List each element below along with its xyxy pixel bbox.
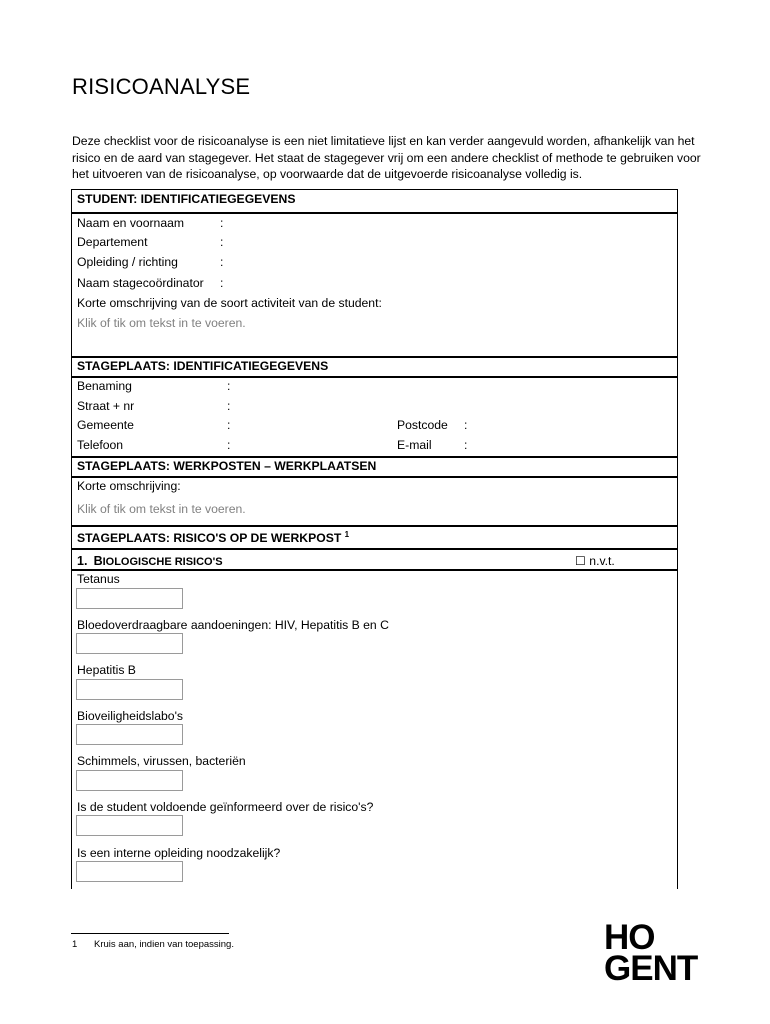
footnote [72,939,234,950]
stageplaats-email-label: E-mail [397,438,432,452]
footnote-reference: 1 [344,530,350,539]
risk-item-input[interactable] [76,588,183,609]
divider [72,476,677,478]
stageplaats-name-label: Benaming [77,379,132,393]
risk-item-input[interactable] [76,724,183,745]
section-title-initial: B [93,554,103,568]
section-title-rest: IOLOGISCHE RISICO'S [102,556,223,568]
hogent-logo [604,918,698,988]
divider [72,212,677,214]
risk-item-input[interactable] [76,861,183,882]
divider [72,456,677,458]
risk-item-input[interactable] [76,633,183,654]
stageplaats-header: STAGEPLAATS: IDENTIFICATIEGEGEVENS [77,359,329,373]
divider [72,525,677,527]
logo-line-1: HO [604,918,655,957]
footnote-separator [71,933,229,934]
colon: : [220,276,224,290]
colon: : [227,379,231,393]
colon: : [220,255,224,269]
colon: : [227,438,231,452]
risicos-header [77,530,349,545]
intro-paragraph: Deze checklist voor de risicoanalyse is een niet limitatieve lijst en kan verder aangevuld worden, afhankelijk van het risico en de aard van stagegever. Het staat de stagegever vrij om een andere checklist of methode te gebruiken voor het uitvoeren van de risicoanalyse, op voorwaarde dat de uitgevoerde risicoanalyse volledig is. [72,134,701,181]
student-department-label: Departement [77,235,148,249]
divider [72,548,677,550]
colon: : [220,216,224,230]
werkposten-header: STAGEPLAATS: WERKPOSTEN – WERKPLAATSEN [77,459,377,473]
risk-item-label: Tetanus [77,572,120,586]
risk-item-input[interactable] [76,815,183,836]
colon: : [220,235,224,249]
colon: : [464,418,468,432]
divider [72,569,677,571]
risk-item-label: Is de student voldoende geïnformeerd over de risico's? [77,800,374,814]
divider [72,356,677,358]
risk-item-label: Bloedoverdraagbare aandoeningen: HIV, Hepatitis B en C [77,618,389,632]
stageplaats-city-label: Gemeente [77,418,134,432]
risk-item-label: Hepatitis B [77,663,136,677]
risk-item-input[interactable] [76,679,183,700]
colon: : [464,438,468,452]
section-biological-risks [77,554,223,568]
student-program-label: Opleiding / richting [77,255,178,269]
student-coordinator-label: Naam stagecoördinator [77,276,204,290]
stageplaats-phone-label: Telefoon [77,438,124,452]
risicos-header-text: STAGEPLAATS: RISICO'S OP DE WERKPOST [77,531,342,546]
werkposten-description-label: Korte omschrijving: [77,479,181,493]
page-title: RISICOANALYSE [72,74,251,99]
student-name-label: Naam en voornaam [77,216,185,230]
colon: : [227,399,231,413]
risk-item-label: Is een interne opleiding noodzakelijk? [77,846,281,860]
risk-item-label: Bioveiligheidslabo's [77,709,183,723]
nvt-checkbox[interactable]: ☐ n.v.t. [575,554,615,568]
risk-item-input[interactable] [76,770,183,791]
werkposten-description-input[interactable]: Klik of tik om tekst in te voeren. [77,502,246,516]
footnote-number: 1 [72,939,78,950]
stageplaats-postcode-label: Postcode [397,418,448,432]
risk-analysis-form [71,189,678,889]
stageplaats-street-label: Straat + nr [77,399,135,413]
colon: : [227,418,231,432]
divider [72,376,677,378]
student-activity-label: Korte omschrijving van de soort activiteit van de student: [77,296,382,310]
risk-item-label: Schimmels, virussen, bacteriën [77,754,246,768]
student-header: STUDENT: IDENTIFICATIEGEGEVENS [77,192,296,206]
student-activity-input[interactable]: Klik of tik om tekst in te voeren. [77,316,246,330]
footnote-text: Kruis aan, indien van toepassing. [94,939,234,950]
section-number: 1. [77,554,88,568]
logo-line-2: GENT [604,949,698,988]
